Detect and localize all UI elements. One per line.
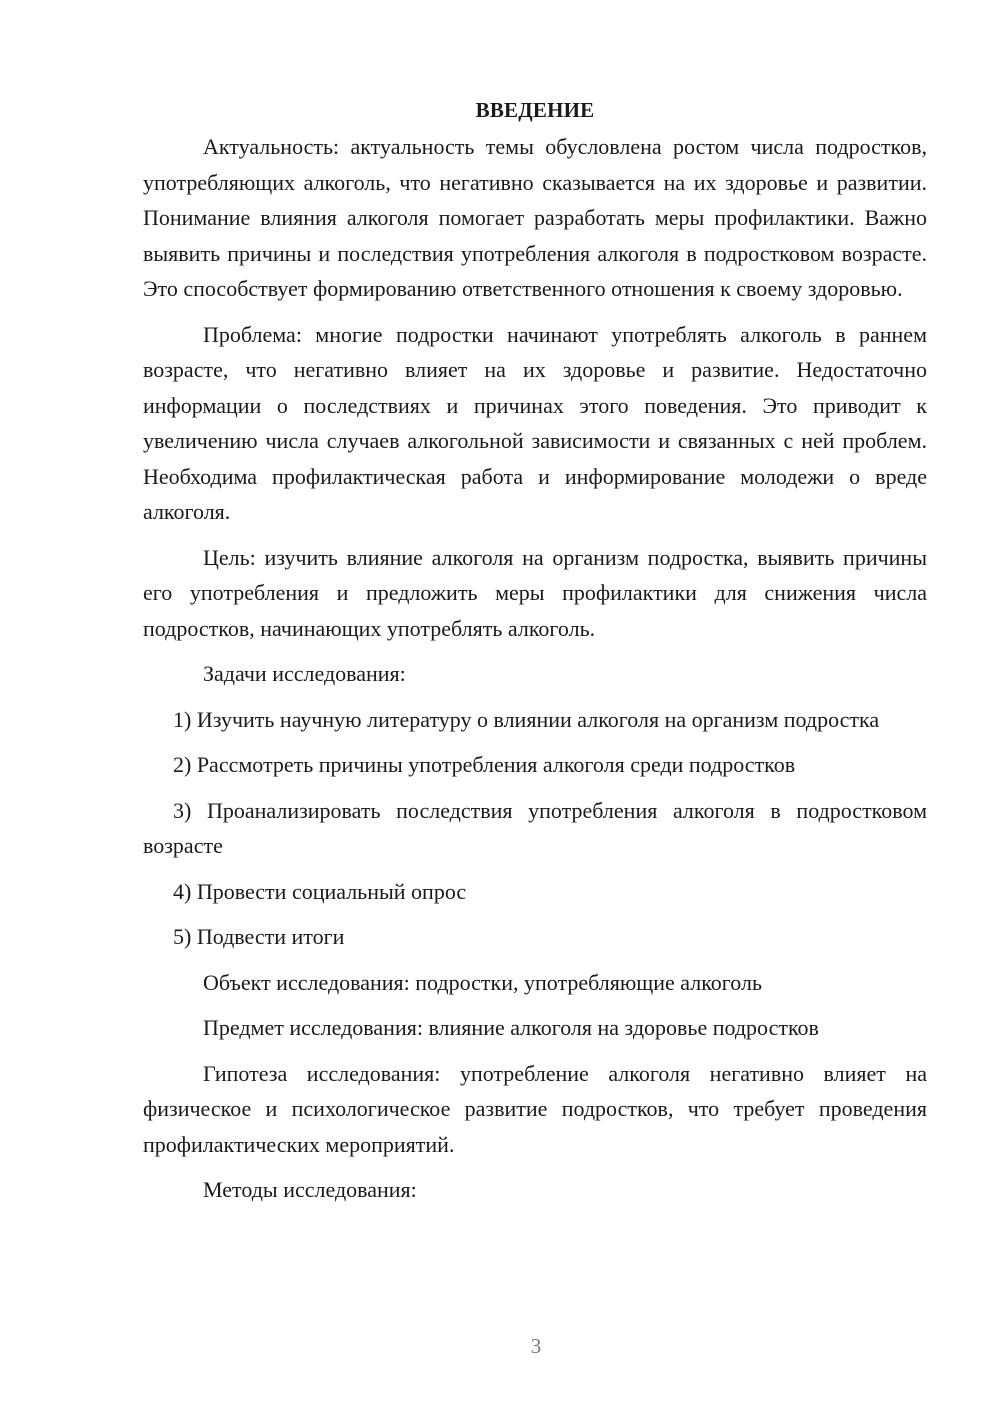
tasks-heading: Задачи исследования: [203, 661, 406, 686]
paragraph-problem: Проблема: многие подростки начинают употреблять алкоголь в раннем возрасте, что негативно влияет на их здоровье и развитие. Недостаточно информации о последствиях и причинах этого поведения. Это приводит к увеличению числа случаев алкогольной зависимости и связанных с ней проблем. Необходима профилактическая работа и информирование молодежи о вреде алкоголя. [143, 321, 927, 524]
task-item: 3) Проанализировать последствия употребления алкоголя в подростковом возрасте [143, 797, 927, 858]
task-item: 2) Рассмотреть причины употребления алкоголя среди подростков [173, 752, 796, 777]
task-item: 1) Изучить научную литературу о влиянии алкоголя на организм подростка [173, 706, 880, 732]
page-content [143, 92, 927, 1218]
task-item: 5) Подвести итоги [173, 924, 345, 949]
paragraph-goal: Цель: изучить влияние алкоголя на организм подростка, выявить причины его употребления и предложить меры профилактики для снижения числа подростков, начинающих употреблять алкоголь. [143, 544, 927, 641]
section-title: ВВЕДЕНИЕ [475, 98, 595, 122]
task-item: 4) Провести социальный опрос [173, 878, 467, 904]
paragraph-relevance: Актуальность: актуальность темы обусловлена ростом числа подростков, употребляющих алкоголь, что негативно сказывается на их здоровье и развитии. Понимание влияния алкоголя помогает разработать меры профилактики. Важно выявить причины и последствия употребления алкоголя в подростковом возрасте. Это способствует формированию ответственного отношения к своему здоровью. [143, 134, 927, 301]
page-number: 3 [530, 1334, 542, 1358]
methods-heading: Методы исследования: [203, 1177, 417, 1202]
research-object: Объект исследования: подростки, употребляющие алкоголь [203, 969, 762, 995]
research-hypothesis: Гипотеза исследования: употребление алкоголя негативно влияет на физическое и психологическое развитие подростков, что требует проведения профилактических мероприятий. [143, 1060, 927, 1157]
research-subject: Предмет исследования: влияние алкоголя на здоровье подростков [203, 1015, 819, 1040]
